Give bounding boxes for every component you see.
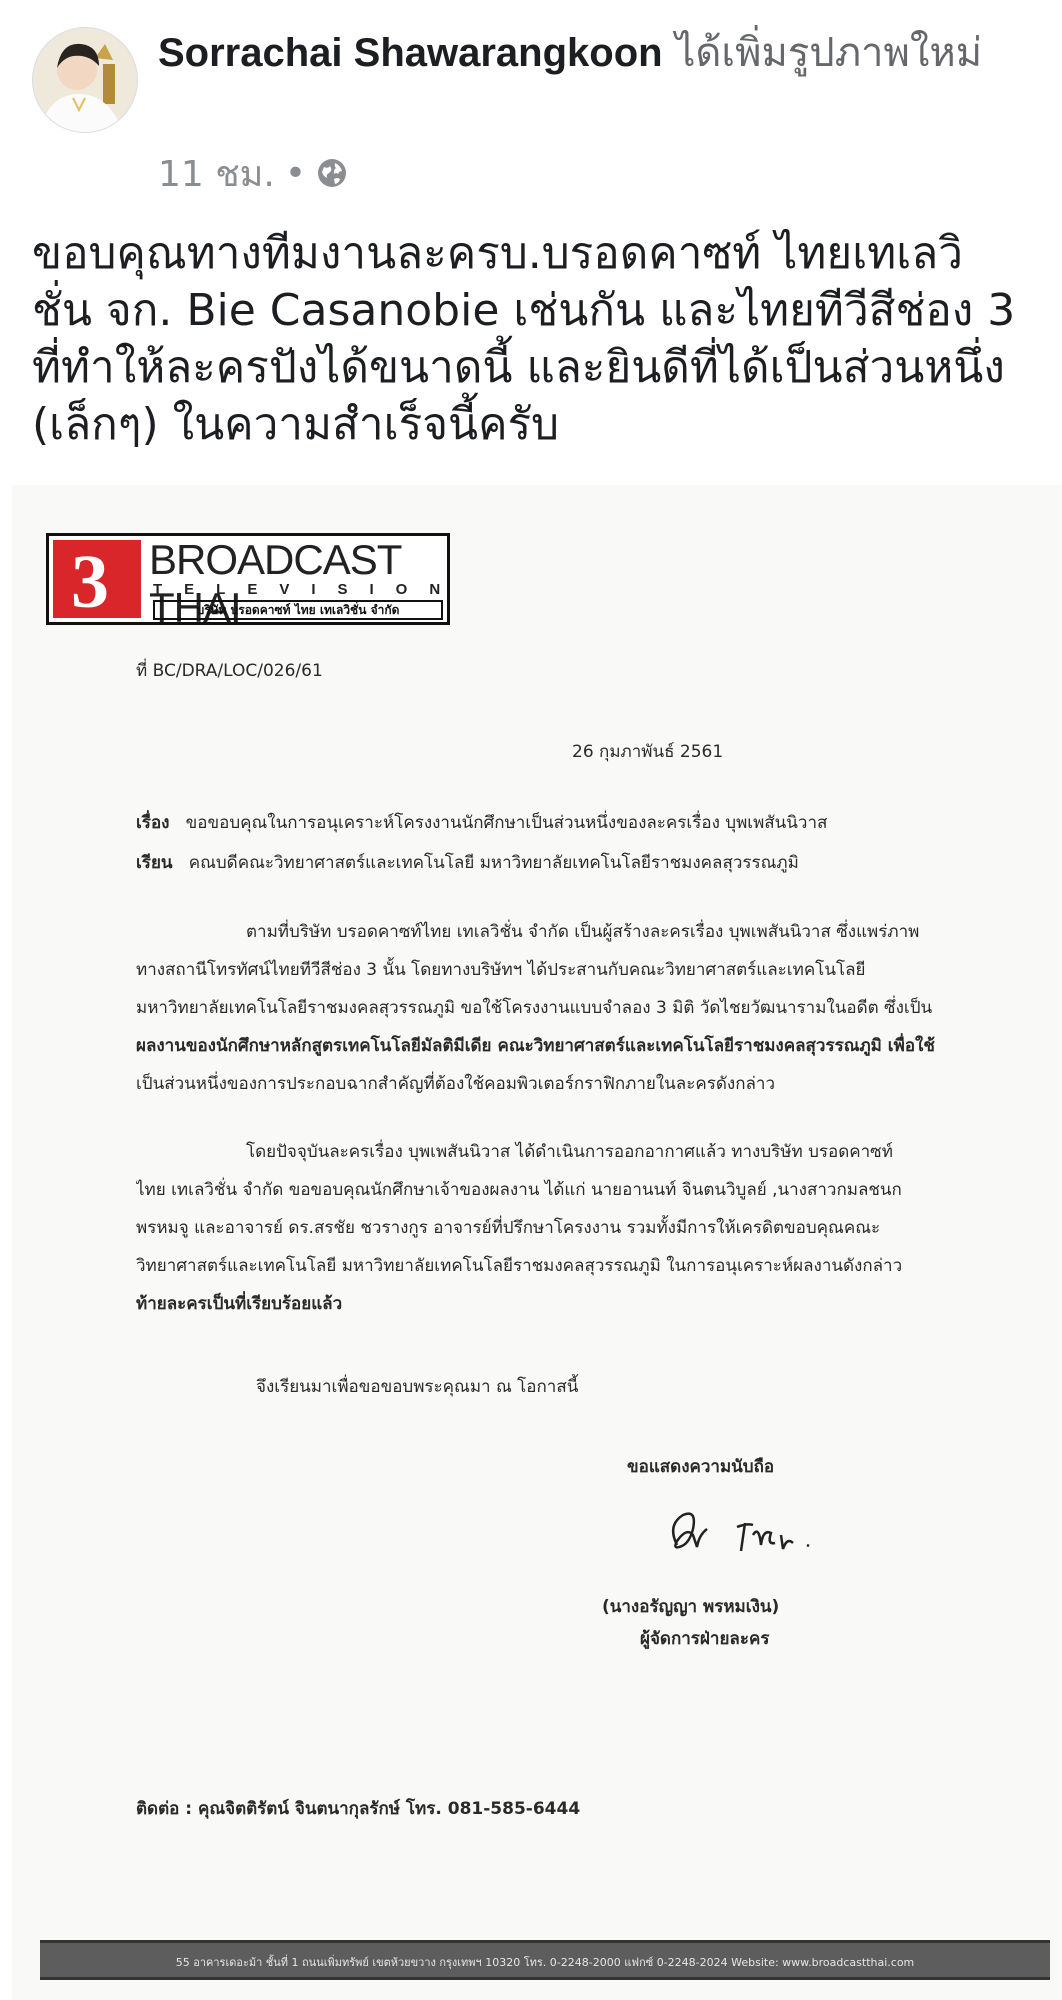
letter-subject-row bbox=[136, 809, 827, 836]
paragraph-line: พรหมจู และอาจารย์ ดร.สรชัย ชวรางกูร อาจารย์ที่ปรึกษาโครงงาน รวมทั้งมีการให้เครดิตขอบคุณคณะ bbox=[136, 1218, 881, 1238]
paragraph-line: เป็นส่วนหนึ่งของการประกอบฉากสำคัญที่ต้องใช้คอมพิวเตอร์กราฟิกภายในละครดังกล่าว bbox=[136, 1074, 775, 1094]
letter-paragraph-2 bbox=[136, 1133, 996, 1323]
post-photo[interactable] bbox=[12, 485, 1062, 2000]
subject-text: ขอขอบคุณในการอนุเคราะห์โครงงานนักศึกษาเป็นส่วนหนึ่งของละครเรื่อง บุพเพสันนิวาส bbox=[185, 813, 828, 833]
post-text-line: (เล็กๆ) ในความสำเร็จนี้ครับ bbox=[32, 399, 560, 450]
logo-subtitle: TELEVISION bbox=[153, 581, 463, 598]
letter-footer: 55 อาคารเดอะม้า ชั้นที่ 1 ถนนเพิ่มทรัพย์ เขตห้วยขวาง กรุงเทพฯ 10320 โทร. 0-2248-2000 แฟกซ์ 0-2248-2024 Website: www.broadcastthai.com bbox=[40, 1940, 1050, 1980]
paragraph-line: ทางสถานีโทรทัศน์ไทยทีวีสีช่อง 3 นั้น โดยทางบริษัทฯ ได้ประสานกับคณะวิทยาศาสตร์และเทคโนโลยี bbox=[136, 960, 866, 980]
post-time[interactable]: 11 ชม. bbox=[158, 153, 275, 195]
paragraph-line: ท้ายละครเป็นที่เรียบร้อยแล้ว bbox=[136, 1294, 343, 1314]
signer-title: ผู้จัดการฝ่ายละคร bbox=[640, 1629, 770, 1649]
letter-closing-line: จึงเรียนมาเพื่อขอขอบพระคุณมา ณ โอกาสนี้ bbox=[256, 1377, 579, 1397]
paragraph-line: ไทย เทเลวิชั่น จำกัด ขอขอบคุณนักศึกษาเจ้าของผลงาน ได้แก่ นายอานนท์ จินตนวิบูลย์ ,นางสาวกมลชนก bbox=[136, 1180, 902, 1200]
paragraph-line: มหาวิทยาลัยเทคโนโลยีราชมงคลสุวรรณภูมิ ขอใช้โครงงานแบบจำลอง 3 มิติ วัดไชยวัฒนารามในอดีต ซึ่งเป็น bbox=[136, 998, 933, 1018]
paragraph-line: ตามที่บริษัท บรอดคาซท์ไทย เทเลวิชั่น จำกัด เป็นผู้สร้างละครเรื่อง บุพเพสันนิวาส ซึ่งแพร่ภาพ bbox=[246, 922, 920, 942]
post-text-line: ขอบคุณทางทีมงานละครบ.บรอดคาซท์ ไทยเทเลวิ bbox=[32, 228, 963, 279]
post-text-line: ที่ทำให้ละครปังได้ขนาดนี้ และยินดีที่ได้เป็นส่วนหนึ่ง bbox=[32, 342, 1005, 393]
letter-contact: ติดต่อ : คุณจิตติรัตน์ จินตนากุลรักษ์ โทร. 081-585-6444 bbox=[136, 1799, 581, 1819]
signer-name: (นางอรัญญา พรหมเงิน) bbox=[602, 1597, 780, 1617]
letter-regards: ขอแสดงความนับถือ bbox=[627, 1457, 775, 1477]
paragraph-line: ผลงานของนักศึกษาหลักสูตรเทคโนโลยีมัลติมีเดีย คณะวิทยาศาสตร์และเทคโนโลยีราชมงคลสุวรรณภูมิ เพื่อใช้ bbox=[136, 1036, 935, 1056]
meta-separator: • bbox=[284, 152, 307, 194]
paragraph-line: โดยปัจจุบันละครเรื่อง บุพเพสันนิวาส ได้ดำเนินการออกอากาศแล้ว ทางบริษัท บรอดคาซท์ bbox=[246, 1142, 893, 1162]
post-text-line: ชั่น จก. Bie Casanobie เช่นกัน และไทยทีวีสีช่อง 3 bbox=[32, 285, 1016, 336]
globe-icon[interactable] bbox=[316, 157, 348, 189]
letter-ref: ที่ BC/DRA/LOC/026/61 bbox=[136, 661, 323, 681]
post-text bbox=[32, 225, 1042, 453]
post-action-text: ได้เพิ่มรูปภาพใหม่ bbox=[675, 30, 983, 76]
subject-label: เรื่อง bbox=[136, 813, 170, 833]
post-author-line bbox=[158, 28, 1038, 78]
letter-paragraph-1 bbox=[136, 913, 996, 1103]
signature-image bbox=[657, 1505, 837, 1565]
to-label: เรียน bbox=[136, 853, 173, 873]
logo-thai-name: บริษัท บรอดคาซท์ ไทย เทเลวิชั่น จำกัด bbox=[153, 600, 443, 620]
paragraph-line: วิทยาศาสตร์และเทคโนโลยี มหาวิทยาลัยเทคโนโลยีราชมงคลสุวรรณภูมิ ในการอนุเคราะห์ผลงานดังกล่าว bbox=[136, 1256, 903, 1276]
avatar[interactable] bbox=[32, 27, 138, 133]
author-name[interactable]: Sorrachai Shawarangkoon bbox=[158, 31, 663, 75]
letter-to-row bbox=[136, 849, 799, 876]
logo-mark: 3 bbox=[53, 540, 141, 618]
post-meta bbox=[158, 148, 348, 198]
letter-date: 26 กุมภาพันธ์ 2561 bbox=[572, 742, 724, 762]
to-text: คณบดีคณะวิทยาศาสตร์และเทคโนโลยี มหาวิทยาลัยเทคโนโลยีราชมงคลสุวรรณภูมิ bbox=[188, 853, 799, 873]
logo-title: BROADCAST THAI bbox=[149, 536, 401, 631]
post-header bbox=[0, 0, 1062, 210]
broadcast-thai-logo bbox=[46, 533, 463, 631]
